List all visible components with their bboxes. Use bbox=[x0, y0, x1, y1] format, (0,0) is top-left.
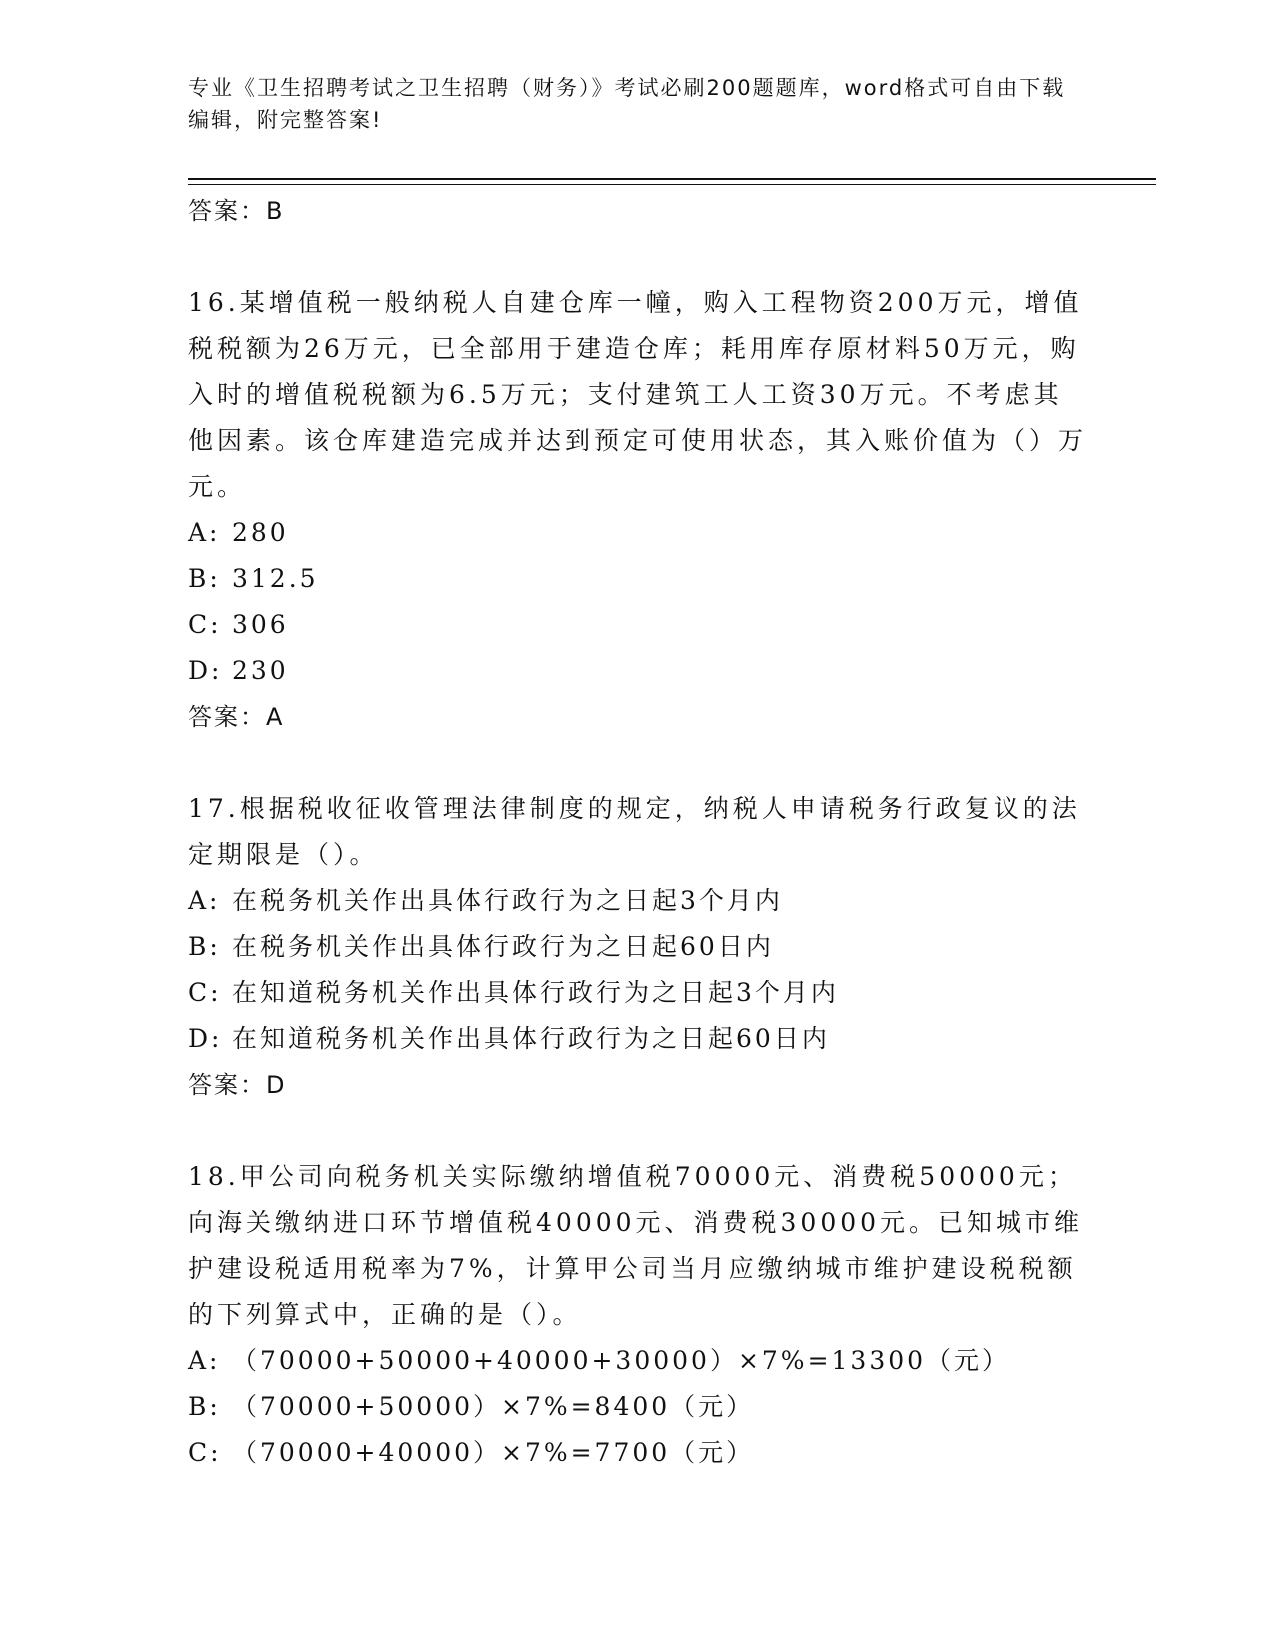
option-b bbox=[188, 1384, 1088, 1430]
option-d bbox=[188, 648, 1088, 694]
question-text: 16.某增值税一般纳税人自建仓库一幢，购入工程物资200万元，增值税税额为26万元，已全部用于建造仓库；耗用库存原材料50万元，购入时的增值税税额为6.5万元；支付建筑工人工资30万元。不考虑其他因素。该仓库建造完成并达到预定可使用状态，其入账价值为（）万元。 bbox=[188, 288, 1088, 501]
option-text: 230 bbox=[232, 656, 289, 685]
option-c bbox=[188, 970, 1088, 1016]
answer-q15: 答案：B bbox=[188, 197, 285, 225]
option-text: 312.5 bbox=[232, 564, 319, 593]
option-text: 在税务机关作出具体行政行为之日起3个月内 bbox=[232, 886, 783, 915]
option-a bbox=[188, 1338, 1088, 1384]
question-16 bbox=[188, 280, 1088, 740]
question-text: 17.根据税收征收管理法律制度的规定，纳税人申请税务行政复议的法定期限是（）。 bbox=[188, 794, 1081, 869]
option-text: 在税务机关作出具体行政行为之日起60日内 bbox=[232, 932, 774, 961]
option-a bbox=[188, 510, 1088, 556]
answer-q17: 答案：D bbox=[188, 1071, 287, 1099]
option-text: 280 bbox=[232, 518, 289, 547]
option-b bbox=[188, 556, 1088, 602]
option-d bbox=[188, 1016, 1088, 1062]
option-text: 306 bbox=[232, 610, 289, 639]
option-letter: D: bbox=[188, 656, 223, 685]
header-divider-thick bbox=[188, 178, 1156, 180]
answer-q16: 答案：A bbox=[188, 703, 285, 731]
option-letter: D: bbox=[188, 1024, 223, 1053]
option-text: 在知道税务机关作出具体行政行为之日起3个月内 bbox=[232, 978, 839, 1007]
option-letter: C: bbox=[188, 978, 222, 1007]
option-text: （70000+40000）×7%=7700（元） bbox=[232, 1438, 755, 1467]
header-divider-thin bbox=[188, 184, 1156, 185]
option-c bbox=[188, 602, 1088, 648]
option-letter: A: bbox=[188, 1346, 221, 1375]
option-letter: C: bbox=[188, 1438, 222, 1467]
document-body bbox=[188, 188, 1088, 1476]
question-text: 18.甲公司向税务机关实际缴纳增值税70000元、消费税50000元；向海关缴纳进口环节增值税40000元、消费税30000元。已知城市维护建设税适用税率为7%，计算甲公司当月应缴纳城市维护建设税税额的下列算式中，正确的是（）。 bbox=[188, 1162, 1084, 1329]
option-letter: B: bbox=[188, 564, 221, 593]
option-c bbox=[188, 1430, 1088, 1476]
option-letter: B: bbox=[188, 932, 221, 961]
option-a bbox=[188, 878, 1088, 924]
option-letter: B: bbox=[188, 1392, 221, 1421]
question-17 bbox=[188, 786, 1088, 1108]
question-18 bbox=[188, 1154, 1088, 1476]
option-letter: C: bbox=[188, 610, 222, 639]
option-b bbox=[188, 924, 1088, 970]
document-header: 专业《卫生招聘考试之卫生招聘（财务）》考试必刷200题题库，word格式可自由下载编辑，附完整答案! bbox=[188, 76, 1066, 132]
option-text: （70000+50000+40000+30000）×7%=13300（元） bbox=[232, 1346, 1011, 1375]
option-text: 在知道税务机关作出具体行政行为之日起60日内 bbox=[232, 1024, 830, 1053]
option-letter: A: bbox=[188, 518, 221, 547]
option-letter: A: bbox=[188, 886, 221, 915]
option-text: （70000+50000）×7%=8400（元） bbox=[232, 1392, 755, 1421]
